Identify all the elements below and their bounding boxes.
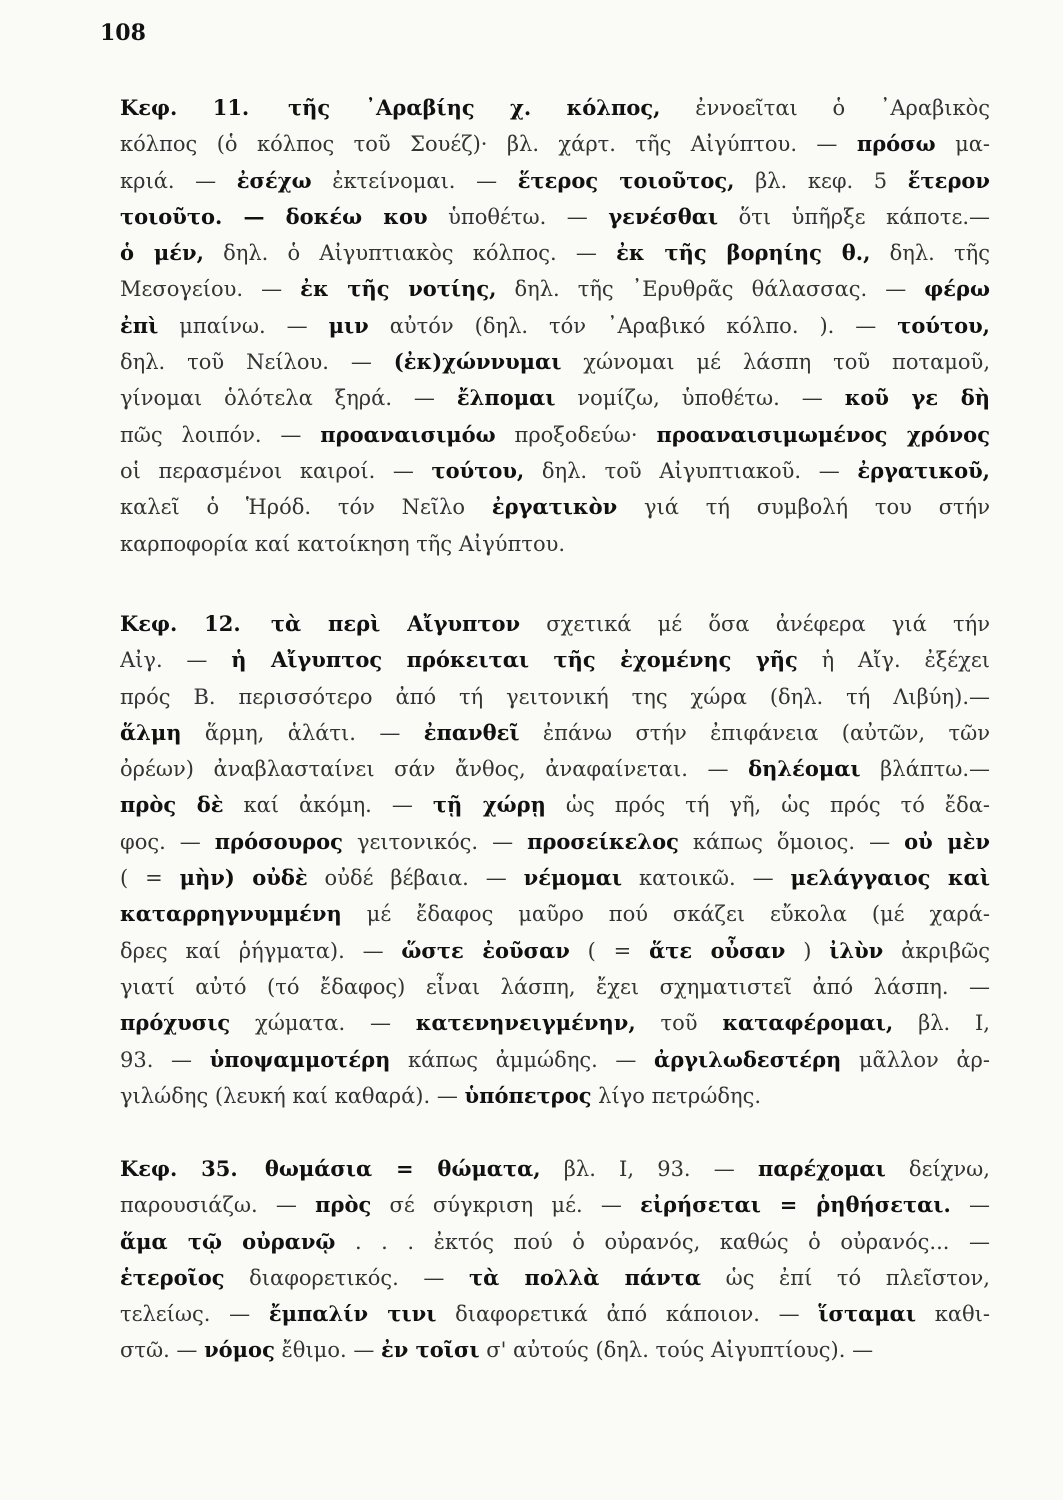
lemma-term: καταρρηγνυμμένη: [120, 901, 342, 927]
text-line: [120, 969, 990, 1005]
gloss-text: παρουσιάζω. —: [120, 1193, 316, 1218]
gloss-text: χώνομαι μέ λάσπη τοῦ ποταμοῦ,: [561, 350, 990, 375]
text-line: [120, 235, 990, 271]
gloss-text: ἐννοεῖται ὁ ᾿Αραβικὸς: [660, 96, 990, 120]
gloss-text: σέ σύγκριση μέ. —: [371, 1193, 641, 1218]
lemma-term: τὰ πολλὰ πάντα: [468, 1264, 702, 1290]
gloss-text: βλ. I, 93. —: [540, 1157, 758, 1181]
lemma-term: τῇ χώρῃ: [432, 792, 546, 818]
gloss-text: οὐδέ βέβαια. —: [307, 866, 524, 891]
lemma-term: ἕτερον: [907, 167, 990, 193]
gloss-text: γιλώδης (λευκή καί καθαρά). —: [120, 1083, 465, 1108]
lemma-term: ἵσταμαι: [818, 1301, 916, 1327]
gloss-text: ( =: [569, 938, 650, 963]
text-line: [120, 824, 990, 860]
lemma-term: ἅλμη: [120, 719, 182, 745]
text-line: [120, 933, 990, 969]
text-line: [120, 860, 990, 896]
lemma-term: μελάγγαιος καὶ: [790, 865, 990, 891]
gloss-text: αὐτόν (δηλ. τόν ᾿Αραβικό κόλπο. ). —: [368, 313, 898, 338]
text-line: [120, 1332, 990, 1368]
text-line: [120, 90, 990, 126]
gloss-text: ὀρέων) ἀναβλασταίνει σάν ἄνθος, ἀναφαίνεται. —: [120, 757, 749, 782]
text-line: [120, 380, 990, 416]
lemma-term: ἅτε οὖσαν: [649, 937, 786, 963]
text-line: [120, 344, 990, 380]
gloss-text: γιατί αὐτό (τό ἔδαφος) εἶναι λάσπη, ἔχει σχηματιστεῖ ἀπό λάσπη. —: [120, 974, 990, 999]
lemma-term: πρὸς δὲ: [120, 792, 224, 818]
gloss-text: γίνομαι ὁλότελα ξηρά. —: [120, 386, 457, 411]
section-chapter-11: [120, 90, 990, 562]
chapter-heading: Κεφ. 12.: [120, 611, 241, 636]
gloss-text: κάπως ἀμμώδης. —: [390, 1047, 655, 1072]
gloss-text: μπαίνω. —: [158, 313, 329, 338]
lemma-term: ἰλὺν: [829, 937, 884, 963]
gloss-text: διαφορετικά ἀπό κάποιον. —: [436, 1302, 819, 1327]
gloss-text: χώματα. —: [230, 1011, 416, 1036]
gloss-text: 93. —: [120, 1047, 210, 1072]
lemma-term: τὰ περὶ Αἴγυπτον: [270, 611, 521, 636]
text-line: [120, 417, 990, 453]
text-line: [120, 453, 990, 489]
text-line: [120, 787, 990, 823]
gloss-text: βλάπτω.—: [860, 757, 990, 782]
gloss-text: προξοδεύω·: [495, 422, 657, 447]
gloss-text: πρός Β. περισσότερο ἀπό τή γειτονική της χώρα (δηλ. τή Λιβύη).—: [120, 684, 990, 709]
text-line: [120, 679, 990, 715]
lemma-term: ὑπόπετρος: [464, 1082, 592, 1108]
gloss-text: κριά. —: [120, 168, 237, 193]
gloss-text: μᾶλλον ἀρ-: [841, 1047, 990, 1072]
lemma-term: ἐκ τῆς βορηίης θ.,: [616, 240, 871, 266]
lemma-term: ἐπὶ: [120, 312, 159, 338]
gloss-text: δηλ. τοῦ Αἰγυπτιακοῦ. —: [524, 458, 858, 483]
lemma-term: ἐργατικὸν: [491, 494, 618, 520]
lemma-term: ἐσέχω: [236, 167, 312, 193]
text-line: [120, 1187, 990, 1223]
gloss-text: νομίζω, ὑποθέτω. —: [555, 386, 845, 411]
gloss-text: ὡς πρός τή γῆ, ὡς πρός τό ἔδα-: [545, 793, 990, 818]
gloss-text: ἐπάνω στήν ἐπιφάνεια (αὐτῶν, τῶν: [519, 720, 990, 745]
lemma-term: παρέχομαι: [757, 1156, 886, 1181]
lemma-term: πρόσω: [856, 131, 936, 157]
lemma-term: ἡ Αἴγυπτος πρόκειται τῆς ἐχομένης γῆς: [231, 647, 798, 673]
lemma-term: ἅμα τῷ οὐρανῷ: [120, 1228, 336, 1254]
lemma-term: μὴν) οὐδὲ: [179, 865, 308, 891]
lemma-term: ἐκ τῆς νοτίης,: [300, 276, 497, 302]
gloss-text: ): [785, 938, 830, 963]
gloss-text: —: [950, 1193, 990, 1218]
text-line: [120, 271, 990, 307]
gloss-text: κάπως ὅμοιος. —: [678, 829, 905, 854]
gloss-text: σχετικά μέ ὅσα ἀνέφερα γιά τήν: [520, 612, 990, 636]
gloss-text: ἔθιμο. —: [274, 1338, 381, 1363]
gloss-text: δρες καί ῥήγματα). —: [120, 938, 402, 963]
lemma-term: ἔλπομαι: [456, 385, 556, 411]
lemma-term: ἐπανθεῖ: [423, 719, 520, 745]
gloss-text: δηλ. ὁ Αἰγυπτιακὸς κόλπος. —: [203, 241, 617, 266]
lemma-term: ἀργιλωδεστέρη: [654, 1046, 842, 1072]
lemma-term: ἐν τοῖσι: [381, 1337, 480, 1363]
lemma-term: δηλέομαι: [748, 756, 861, 782]
lemma-term: προαναισιμόω: [320, 421, 496, 447]
lemma-term: ὑποψαμμοτέρη: [209, 1046, 391, 1072]
gloss-text: ( =: [120, 866, 180, 891]
lemma-term: ὁ μέν,: [120, 240, 204, 266]
lemma-term: θωμάσια = θώματα,: [264, 1156, 541, 1181]
lemma-term: γενέσθαι: [608, 203, 719, 229]
text-line: [120, 308, 990, 344]
lemma-term: ἐργατικοῦ,: [857, 457, 990, 483]
text-line: [120, 526, 990, 562]
lemma-term: ἕτερος τοιοῦτος,: [517, 167, 735, 193]
lemma-term: μιν: [328, 312, 369, 338]
gloss-text: καλεῖ ὁ Ἡρόδ. τόν Νεῖλο: [120, 495, 492, 520]
lemma-term: εἰρήσεται = ῥηθήσεται.: [640, 1192, 951, 1218]
lemma-term: τοιοῦτο. — δοκέω κου: [120, 203, 428, 229]
lemma-term: οὐ μὲν: [904, 828, 990, 854]
gloss-text: . . . ἐκτός πού ὁ οὐρανός, καθώς ὁ οὐρανός... —: [335, 1229, 990, 1254]
text-line: [120, 896, 990, 932]
text-line: [120, 163, 990, 199]
text-line: [120, 1296, 990, 1332]
gloss-text: ὑποθέτω. —: [427, 204, 609, 229]
gloss-text: ὡς ἐπί τό πλεῖστον,: [701, 1265, 990, 1290]
lemma-term: τῆς ᾿Αραβίης χ. κόλπος,: [288, 95, 661, 120]
gloss-text: ἀκριβῶς: [883, 938, 990, 963]
gloss-text: σ' αὐτούς (δηλ. τούς Αἰγυπτίους). —: [479, 1338, 874, 1363]
lemma-term: ὥστε ἐοῦσαν: [401, 937, 570, 963]
lemma-term: τούτου,: [897, 312, 990, 338]
gloss-text: γειτονικός. —: [342, 829, 528, 854]
lemma-term: πρόχυσις: [120, 1010, 231, 1036]
gloss-text: κατοικῶ. —: [622, 866, 791, 891]
lemma-term: κατενηνειγμένην,: [415, 1010, 636, 1036]
gloss-text: Μεσογείου. —: [120, 277, 301, 302]
lemma-term: πρόσουρος: [214, 828, 343, 854]
gloss-text: καί ἀκόμη. —: [223, 793, 433, 818]
lemma-term: (ἐκ)χώννυμαι: [393, 349, 562, 375]
lemma-term: ἑτεροῖος: [120, 1264, 225, 1290]
lemma-term: φέρω: [924, 276, 990, 302]
section-chapter-35: [120, 1151, 990, 1369]
lemma-term: καταφέρομαι,: [722, 1010, 894, 1036]
chapter-heading: Κεφ. 11.: [120, 95, 250, 120]
lemma-term: πρὸς: [315, 1192, 372, 1218]
lemma-term: κοῦ γε δὴ: [844, 385, 990, 411]
gloss-text: γιά τή συμβολή του στήν: [617, 495, 990, 520]
text-line: [120, 606, 990, 642]
gloss-text: δηλ. τῆς: [870, 241, 990, 266]
gloss-text: καρποφορία καί κατοίκηση τῆς Αἰγύπτου.: [120, 531, 566, 556]
gloss-text: ὅτι ὑπῆρξε κάποτε.—: [718, 204, 990, 229]
gloss-text: φος. —: [120, 829, 215, 854]
gloss-text: δηλ. τῆς ᾿Ερυθρᾶς θάλασσας. —: [496, 277, 925, 302]
text-line: [120, 642, 990, 678]
gloss-text: ἅρμη, ἁλάτι. —: [181, 720, 424, 745]
text-line: [120, 1260, 990, 1296]
text-line: [120, 715, 990, 751]
gloss-text: στῶ. —: [120, 1338, 205, 1363]
text-line: [120, 199, 990, 235]
lemma-term: προσείκελος: [527, 828, 679, 854]
text-line: [120, 751, 990, 787]
gloss-text: μα-: [935, 132, 990, 157]
text-line: [120, 1078, 990, 1114]
gloss-text: βλ. κεφ. 5: [734, 168, 908, 193]
gloss-text: μέ ἔδαφος μαῦρο πού σκάζει εὔκολα (μέ χαρά-: [341, 902, 990, 927]
gloss-text: τοῦ: [635, 1011, 723, 1036]
lemma-term: νέμομαι: [523, 865, 623, 891]
gloss-text: κόλπος (ὁ κόλπος τοῦ Σουέζ)· βλ. χάρτ. τῆς Αἰγύπτου. —: [120, 132, 857, 157]
lemma-term: ἔμπαλίν τινι: [268, 1301, 437, 1327]
lemma-term: νόμος: [204, 1337, 275, 1363]
gloss-text: πῶς λοιπόν. —: [120, 422, 321, 447]
text-line: [120, 126, 990, 162]
text-line: [120, 1151, 990, 1187]
text-line: [120, 1042, 990, 1078]
gloss-text: διαφορετικός. —: [224, 1265, 469, 1290]
gloss-text: δηλ. τοῦ Νείλου. —: [120, 350, 394, 375]
gloss-text: βλ. I,: [893, 1011, 990, 1036]
gloss-text: λίγο πετρώδης.: [591, 1083, 762, 1108]
text-line: [120, 489, 990, 525]
section-chapter-12: [120, 606, 990, 1114]
gloss-text: δείχνω,: [885, 1157, 990, 1181]
gloss-text: ἡ Αἴγ. ἐξέχει: [797, 648, 990, 673]
gloss-text: ἐκτείνομαι. —: [311, 168, 518, 193]
page-number: 108: [100, 20, 146, 46]
gloss-text: οἱ περασμένοι καιροί. —: [120, 458, 432, 483]
lemma-term: τούτου,: [431, 457, 525, 483]
chapter-heading: Κεφ. 35.: [120, 1156, 238, 1181]
gloss-text: Αἰγ. —: [120, 648, 232, 673]
gloss-text: καθι-: [916, 1302, 990, 1327]
text-line: [120, 1005, 990, 1041]
lemma-term: προαναισιμωμένος χρόνος: [656, 421, 990, 447]
gloss-text: τελείως. —: [120, 1302, 269, 1327]
text-line: [120, 1224, 990, 1260]
